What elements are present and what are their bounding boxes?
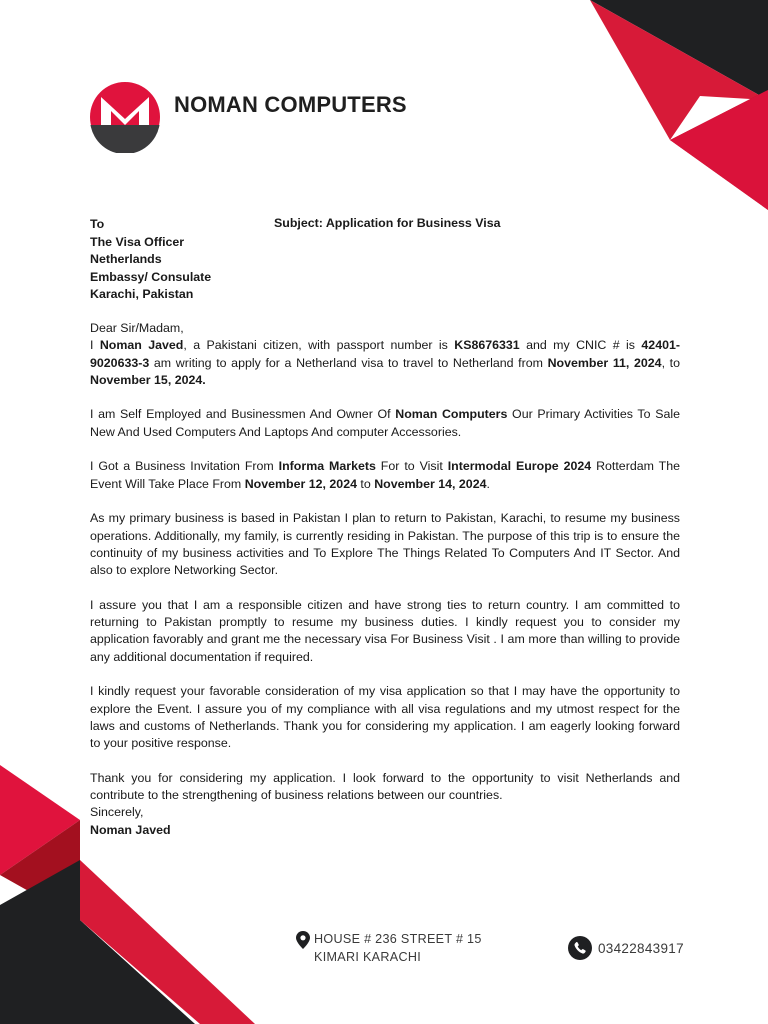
travel-start-date: November 11, 2024 — [547, 355, 662, 370]
paragraph-return: As my primary business is based in Pakistan I plan to return to Pakistan, Karachi, to resume my business operations. Additionally, my family, is currently residing in Pakistan. The purpose of this trip is to ensure the continuity of my business activities and To Explore The Things Related To Computers And IT Sector. And also to explore Networking Sector. — [90, 511, 680, 578]
address-text — [314, 930, 482, 966]
paragraph-invitation: I Got a Business Invitation From Informa Markets For to Visit Intermodal Europe 2024 Rotterdam The Event Will Take Place From November 12, 2024 to November 14, 2024. — [90, 459, 680, 491]
paragraph-request: I kindly request your favorable consideration of my visa application so that I may have the opportunity to explore the Event. I assure you of my compliance with all visa regulations and my utmost respect for the laws and customs of Netherlands. Thank you for considering my application. I am eagerly looking forward to your positive response. — [90, 684, 680, 751]
cnic-number: 42401-9020633-3 — [90, 338, 680, 370]
letter-subject: Subject: Application for Business Visa — [274, 216, 501, 230]
recipient-block — [90, 216, 211, 304]
location-pin-icon — [296, 931, 310, 949]
phone-number: 03422843917 — [598, 940, 684, 956]
letter-body — [90, 320, 680, 839]
inviter-name: Informa Markets — [278, 459, 376, 474]
company-logo-icon — [89, 81, 161, 153]
event-end-date: November 14, 2024 — [374, 476, 487, 491]
recipient-line: To — [90, 217, 105, 231]
event-start-date: November 12, 2024 — [244, 476, 357, 491]
footer-address — [296, 930, 482, 966]
travel-end-date: November 15, 2024. — [90, 372, 206, 387]
signature-name: Noman Javed — [90, 822, 171, 837]
footer-phone — [568, 936, 684, 960]
recipient-line: Karachi, Pakistan — [90, 287, 194, 302]
passport-number: KS8676331 — [454, 338, 520, 353]
paragraph-assurance: I assure you that I am a responsible citizen and have strong ties to return country. I am committed to returning to Pakistan promptly to resume my business duties. I kindly request you to consider my application favorably and grant me the necessary visa For Business Visit . I am more than willing to provide any additional documentation if required. — [90, 597, 680, 664]
salutation: Dear Sir/Madam, — [90, 321, 184, 335]
phone-icon — [568, 936, 592, 960]
recipient-line: Netherlands — [90, 252, 162, 267]
paragraph-intro: I Noman Javed, a Pakistani citizen, with passport number is KS8676331 and my CNIC # is 42401-9020633-3 am writing to apply for a Netherland visa to travel to Netherland from November 11, 2024, to November 15, 2024. — [90, 338, 680, 387]
recipient-line: Embassy/ Consulate — [90, 269, 212, 284]
closing: Sincerely, — [90, 805, 144, 820]
address-line-1: HOUSE # 236 STREET # 15 — [314, 932, 482, 946]
paragraph-thanks: Thank you for considering my application. I look forward to the opportunity to visit Netherlands and contribute to the strengthening of business relations between our countries. — [90, 770, 680, 803]
paragraph-occupation: I am Self Employed and Businessmen And Owner Of Noman Computers Our Primary Activities To Sale New And Used Computers And Laptops And computer Accessories. — [90, 407, 681, 439]
company-name: NOMAN COMPUTERS — [174, 92, 407, 117]
event-name: Intermodal Europe 2024 — [447, 459, 592, 474]
address-line-2: KIMARI KARACHI — [314, 950, 422, 964]
applicant-name: Noman Javed — [99, 338, 184, 353]
business-name: Noman Computers — [395, 407, 508, 422]
recipient-line: The Visa Officer — [90, 234, 185, 249]
